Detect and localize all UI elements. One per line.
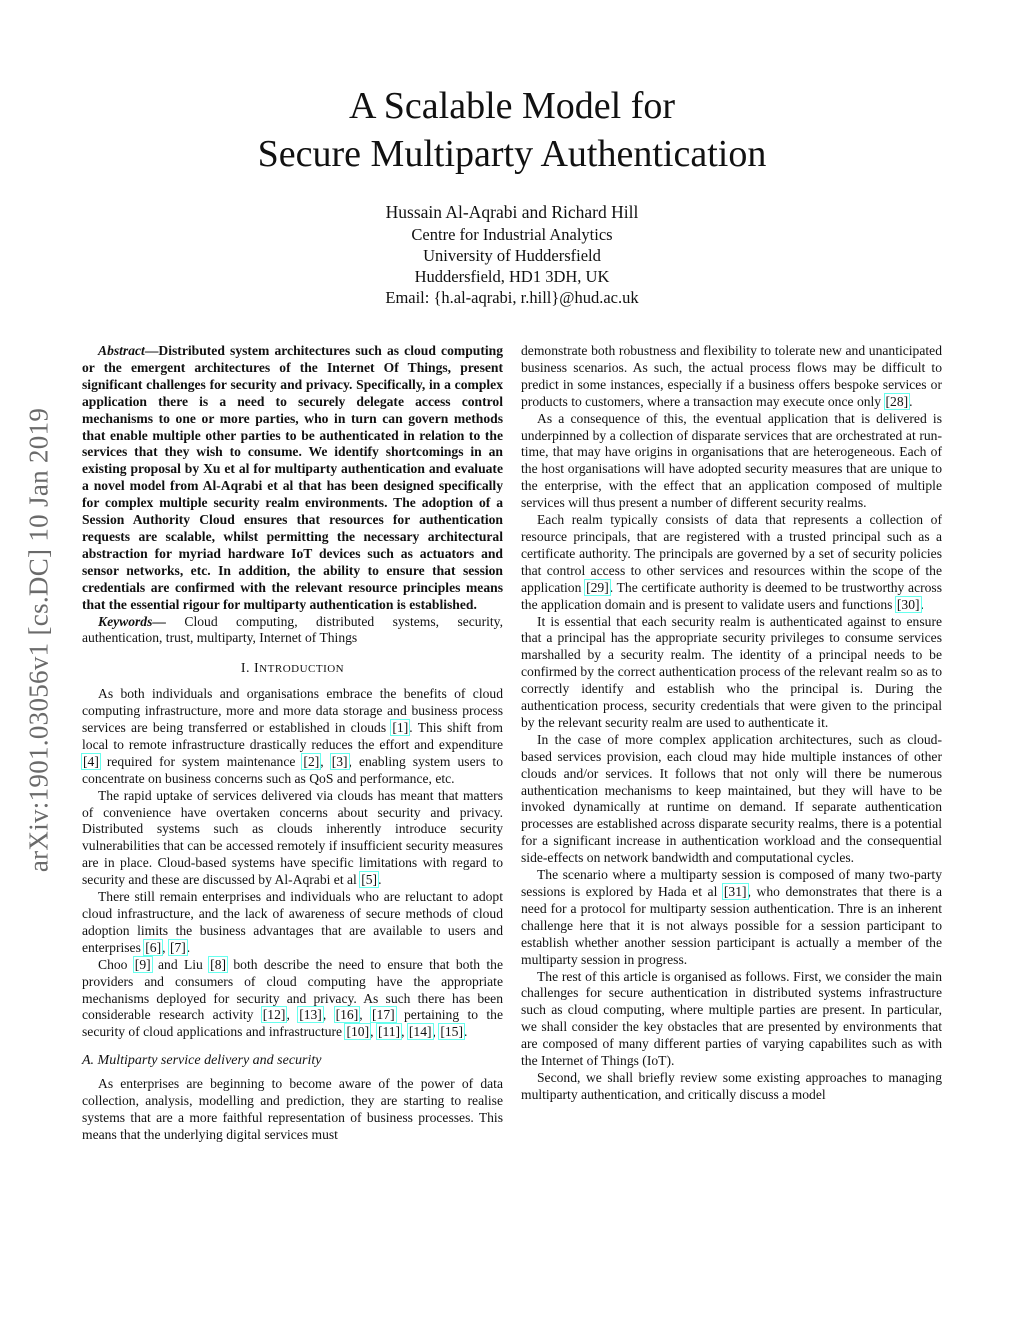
citation-link[interactable]: [10]: [346, 1024, 370, 1040]
keywords: [82, 614, 503, 648]
subsection-heading-multiparty: A. Multiparty service delivery and security: [82, 1053, 322, 1069]
citation-link[interactable]: [2]: [303, 753, 320, 769]
citation-link[interactable]: [9]: [134, 956, 151, 972]
right-paragraph-5: In the case of more complex application architectures, such as cloud-based services provision, each cloud may hide multiple instances of other clouds and/or services. It follows that not only will there be numerous authentication mechanisms to keep maintained, but they will have to be invoked dynamically at runtime on demand. If separate authentication processes are established across disparate security realms, there is a potential for a significant increase in authentication workload and the consequential side-effects on network bandwidth and computational cycles.: [521, 731, 942, 866]
author-block: [0, 200, 1024, 308]
citation-link[interactable]: [29]: [586, 579, 609, 595]
right-column: [521, 343, 942, 1104]
citation-link[interactable]: [31]: [723, 884, 747, 899]
keywords-text: Cloud computing, distributed systems, security, authentication, trust, multiparty, Internet of Things: [82, 613, 503, 646]
affiliation-address: Huddersfield, HD1 3DH, UK: [414, 267, 610, 286]
abstract-text: —Distributed system architectures such as cloud computing or the emergent architectures of the Internet Of Things, present significant challenges for security and privacy. Specifically, in a complex application there is a need to securely delegate access control mechanisms to one or more parties, who in turn can govern methods that enable multiple other parties to be authenticated in relation to the services that they wish to consume. We identify shortcomings in an existing proposal by Xu et al for multiparty authentication and evaluate a novel model from Al-Aqrabi et al that has been designed specifically for complex multiple security realm environments. The adoption of a Session Authority Cloud ensures that resources for authentication requests are scalable, whilst permitting the necessary architectural abstraction for myriad hardware IoT devices such as actuators and sensor networks, etc. In addition, the ability to ensure that session credentials are confirmed with the relevant resource principles means that the essential rigour for multiparty authentication is established.: [82, 343, 503, 612]
citation-link[interactable]: [16]: [335, 1007, 359, 1023]
citation-link[interactable]: [7]: [169, 939, 186, 955]
intro-paragraph-3: There still remain enterprises and individuals who are reluctant to adopt cloud infrastructure, and the lack of awareness of secure methods of cloud adoption limits the business advantages that are available to users and enterprises [6], [7].: [82, 889, 503, 955]
paper-title: [0, 82, 1024, 178]
citation-link[interactable]: [8]: [210, 956, 227, 972]
right-paragraph-7: The rest of this article is organised as follows. First, we consider the main challenges for secure authentication in distributed systems infrastructure such as cloud computing, where multiple parties are present. In particular, we shall consider the key obstacles that are presented by environments that are composed of many different parties of varying capabilites such as with the Internet of Things (IoT).: [521, 968, 942, 1069]
right-paragraph-1: demonstrate both robustness and flexibility to tolerate new and unanticipated business scenarios. As such, the actual process flows may be difficult to predict in some instances, especially if a business offers bespoke services or products to customers, where a transaction may execute once only [28].: [521, 343, 942, 409]
right-paragraph-2: As a consequence of this, the eventual application that is delivered is underpinned by a collection of disparate services that are orchestrated at run-time, that may have origins in organisations that are heterogeneous. Each of the host organisations will have adopted security measures that are unique to the enterprise, with the effect that an application composed of multiple services will thus present a number of different security realms.: [521, 410, 942, 511]
citation-link[interactable]: [5]: [361, 872, 378, 888]
left-column: [82, 343, 503, 1144]
citation-link[interactable]: [1]: [392, 720, 409, 736]
abstract: [82, 343, 503, 614]
citation-link[interactable]: [3]: [331, 753, 348, 769]
abstract-label: Abstract: [98, 343, 145, 358]
citation-link[interactable]: [17]: [372, 1007, 395, 1023]
right-paragraph-8: Second, we shall briefly review some existing approaches to managing multiparty authentication, and critically discuss a model: [521, 1069, 942, 1102]
citation-link[interactable]: [4]: [83, 753, 99, 769]
citation-link[interactable]: [13]: [299, 1007, 322, 1023]
section-heading-introduction: I. INTRODUCTION: [240, 661, 345, 677]
citation-link[interactable]: [6]: [145, 939, 162, 955]
title-line-2: Secure Multiparty Authentication: [257, 133, 767, 175]
citation-link[interactable]: [30]: [896, 596, 920, 612]
intro-paragraph-1: As both individuals and organisations embrace the benefits of cloud computing infrastructure, more and more data storage and business process services are being transferred or established in clouds [1]. This shift from local to remote infrastructure drastically reduces the effort and expenditure [4] required for system maintenance [2], [3], enabling system users to concentrate on business concerns such as QoS and performance, etc.: [82, 686, 504, 786]
right-paragraph-3: Each realm typically consists of data that represents a collection of resource principals, that are registered with a trusted principal such as a certificate authority. The principals are governed by a set of security policies that control access to other services and resources within the scope of the application [29]. The certificate authority is deemed to be trustworthy across the application domain and is present to validate users and functions [30].: [521, 512, 943, 612]
intro-paragraph-2: The rapid uptake of services delivered via clouds has meant that matters of convenience have overtaken concerns about security and privacy. Distributed systems such as clouds inherently introduce security vulnerabilities that can be accessed remotely if insufficient security measures are in place. Cloud-based systems have specific limitations with regard to security and these are discussed by Al-Aqrabi et al [5].: [82, 787, 503, 888]
citation-link[interactable]: [12]: [262, 1007, 286, 1023]
citation-link[interactable]: [11]: [377, 1024, 401, 1040]
affiliation-university: University of Huddersfield: [423, 246, 601, 265]
citation-link[interactable]: [15]: [440, 1024, 463, 1040]
right-paragraph-4: It is essential that each security realm is authenticated against to ensure that a principal has the appropriate security privileges to consume services marshalled by a security realm. The identity of a principal needs to be confirmed by the correct authentication process of the relevant realm so as to correctly identify and establish who the principal is. During the authentication process, security credentials that were given to the principal by the relevant security realm are used to authenticate it.: [521, 613, 942, 730]
subsection-paragraph-1: As enterprises are beginning to become aware of the power of data collection, analysis, modelling and prediction, they are starting to realise systems that are a more faithful representation of business processes. This means that the underlying digital services must: [82, 1076, 503, 1142]
keywords-label: Keywords—: [98, 613, 166, 629]
affiliation-centre: Centre for Industrial Analytics: [411, 225, 613, 244]
intro-paragraph-4: Choo [9] and Liu [8] both describe the need to ensure that both the providers and consumers of cloud computing have the appropriate mechanisms deployed for security and privacy. As such there has been considerable research activity [12], [13], [16], [17] pertaining to the security of cloud applications and infrastructure [10], [11], [14], [15].: [82, 956, 503, 1040]
author-email: Email: {h.al-aqrabi, r.hill}@hud.ac.uk: [385, 288, 639, 307]
author-names: Hussain Al-Aqrabi and Richard Hill: [385, 202, 639, 222]
citation-link[interactable]: [28]: [885, 393, 909, 409]
title-line-1: A Scalable Model for: [348, 85, 676, 127]
right-paragraph-6: The scenario where a multiparty session is composed of many two-party sessions is explored by Hada et al [31], who demonstrates that there is a need for a protocol for multiparty session authentication. Thre is an inherent challenge here that it is not always possible for a session participant to establish whether another session participant is actually a member of the multiparty session in progress.: [521, 867, 943, 967]
citation-link[interactable]: [14]: [408, 1024, 432, 1040]
